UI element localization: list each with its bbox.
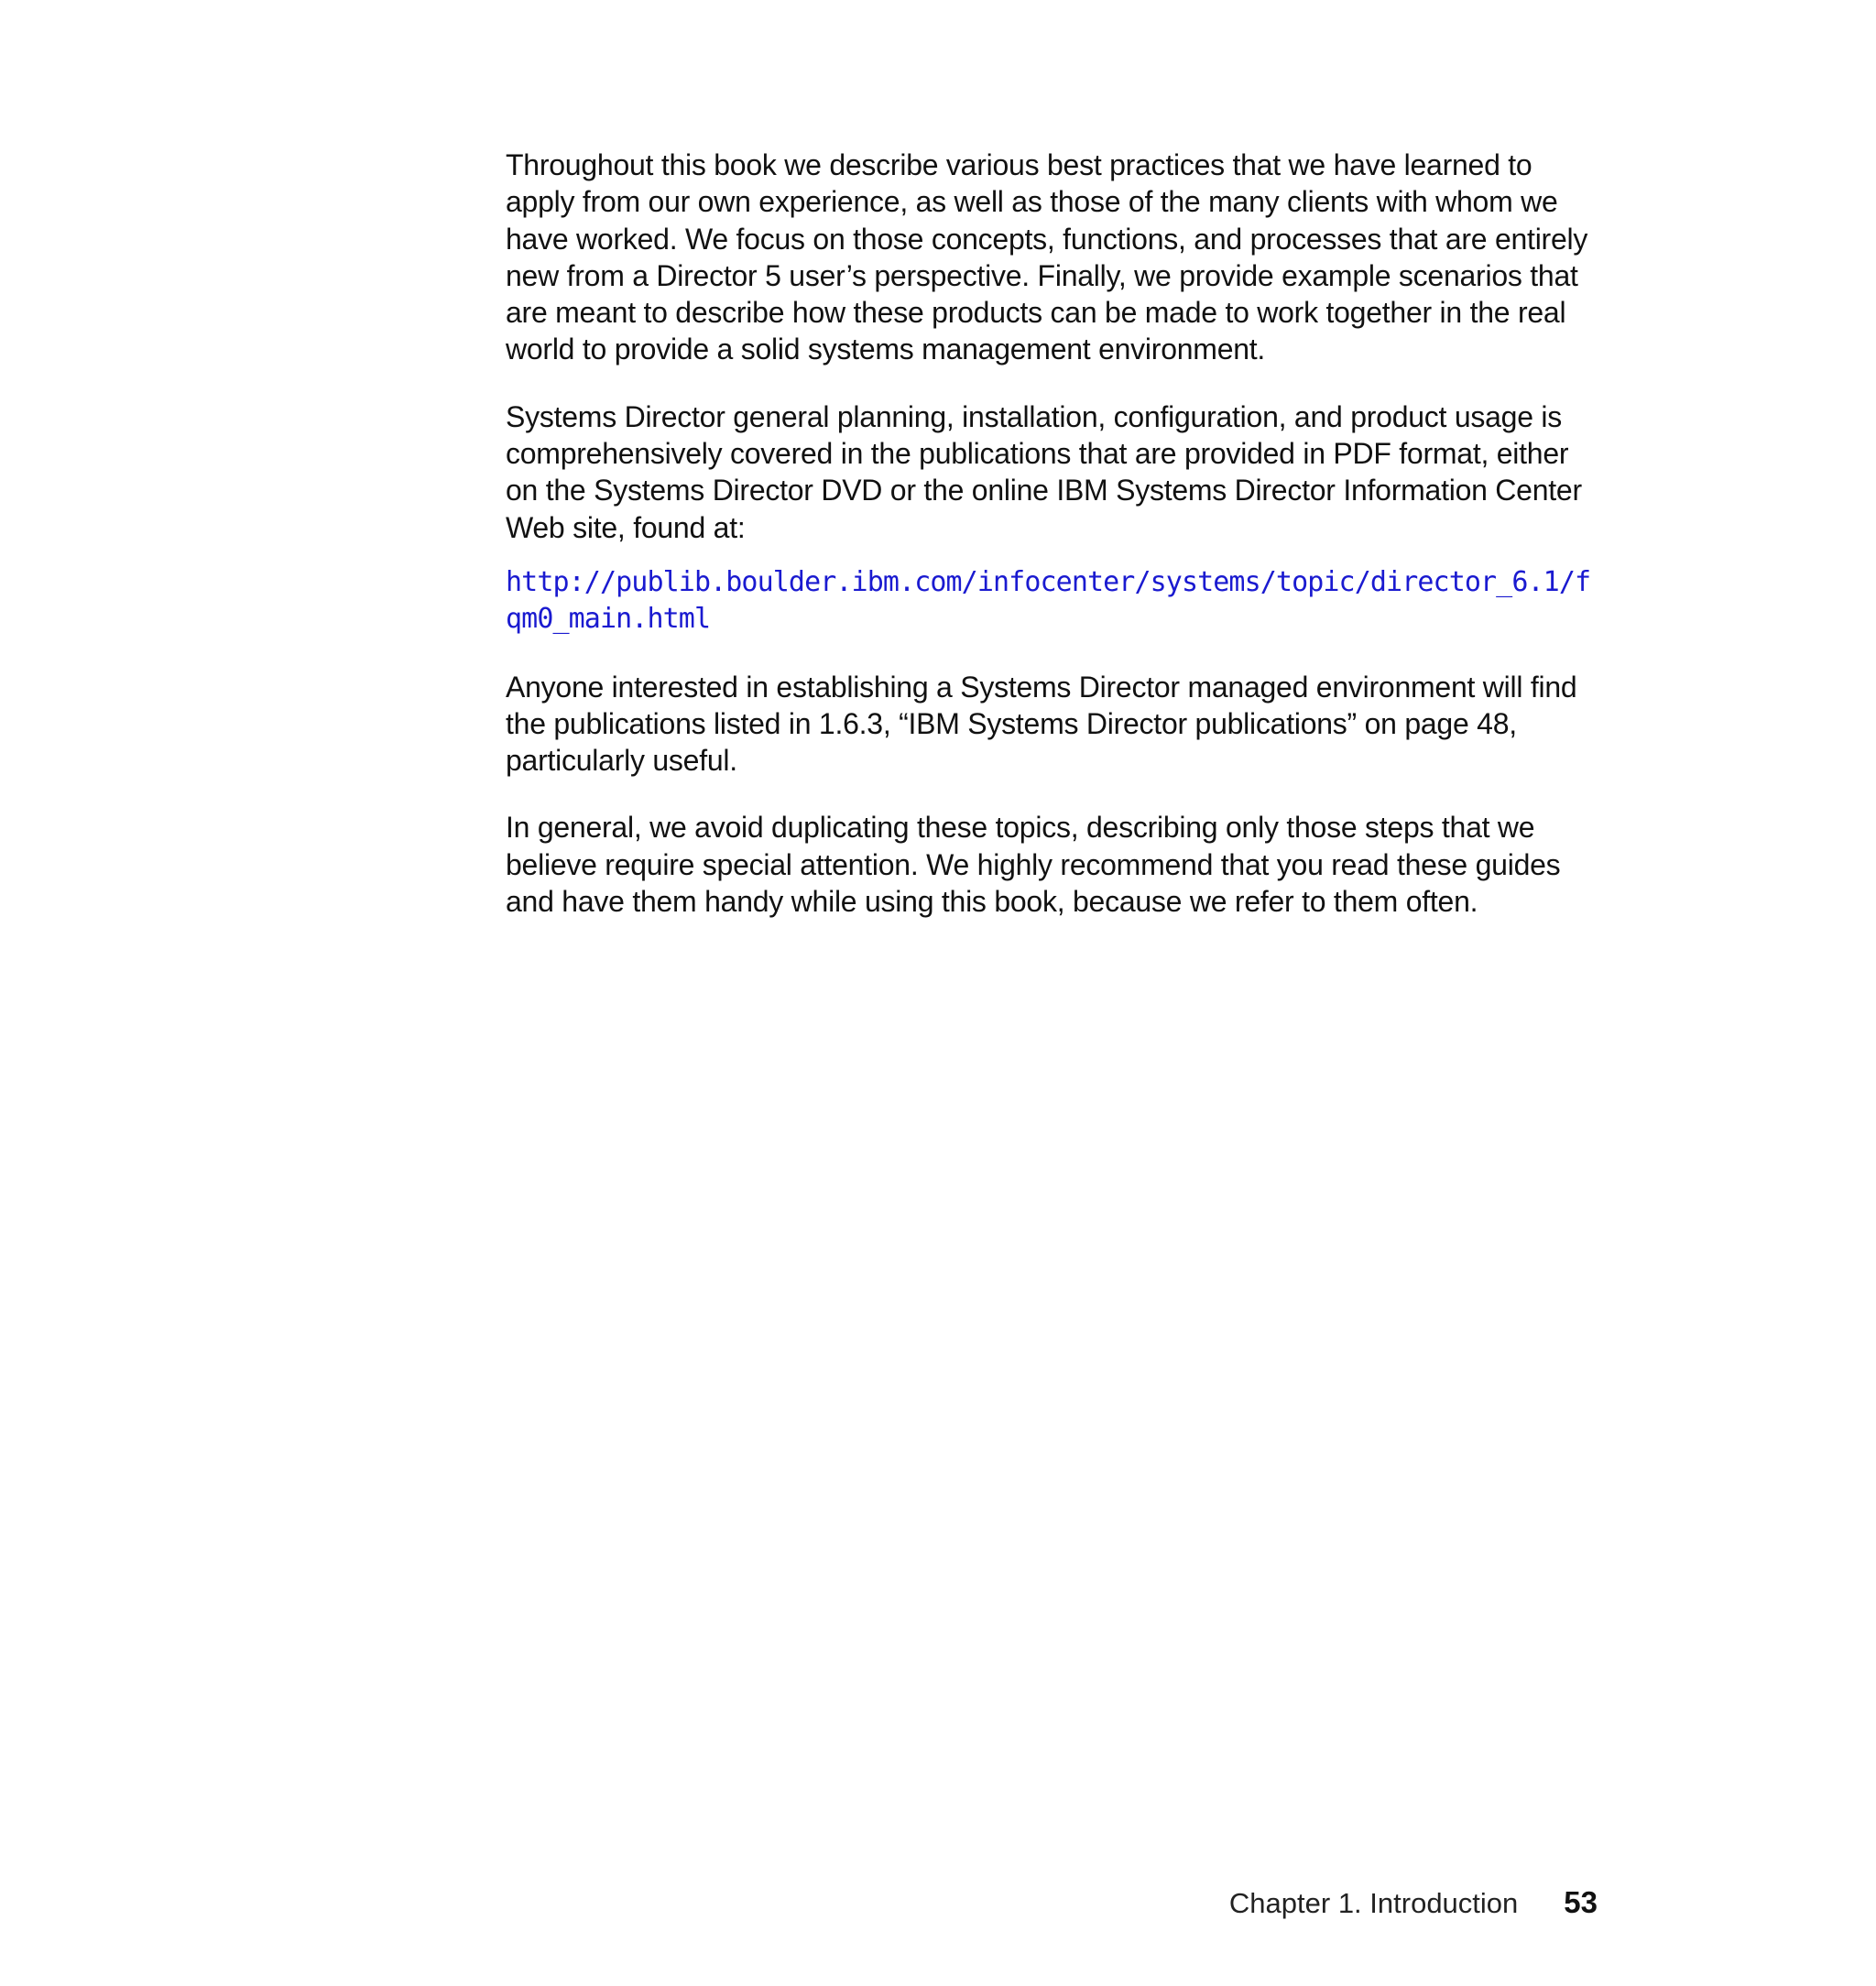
paragraph-managed-environment: Anyone interested in establishing a Systems Director managed environment will find the publications listed in 1.6.3, “IBM Systems Director publications” on page 48, particularly useful. bbox=[506, 670, 1577, 778]
paragraph-best-practices: Throughout this book we describe various best practices that we have learned to apply from our own experience, as well as those of the many clients with whom we have worked. We focus on those concepts, functions, and processes that are entirely new from a Director 5 user’s perspective. Finally, we provide example scenarios that are meant to describe how these products can be made to work together in the real world to provide a solid systems management environment. bbox=[506, 148, 1588, 366]
chapter-title: Chapter 1. Introduction bbox=[1228, 1887, 1519, 1919]
body-text bbox=[506, 147, 1605, 950]
page-footer bbox=[1229, 1885, 1598, 1920]
paragraph-publications: Systems Director general planning, installation, configuration, and product usage is comprehensively covered in the publications that are provided in PDF format, either on the Systems Director DVD or the online IBM Systems Director Information Center Web site, found at: bbox=[506, 399, 1582, 544]
page-number: 53 bbox=[1564, 1885, 1598, 1919]
infocenter-link[interactable]: http://publib.boulder.ibm.com/infocenter/systems/topic/director_6.1/fqm0_main.html bbox=[506, 565, 1591, 636]
paragraph-avoid-duplicating: In general, we avoid duplicating these topics, describing only those steps that we believe require special attention. We highly recommend that you read these guides and have them handy while using this book, because we refer to them often. bbox=[506, 811, 1561, 919]
